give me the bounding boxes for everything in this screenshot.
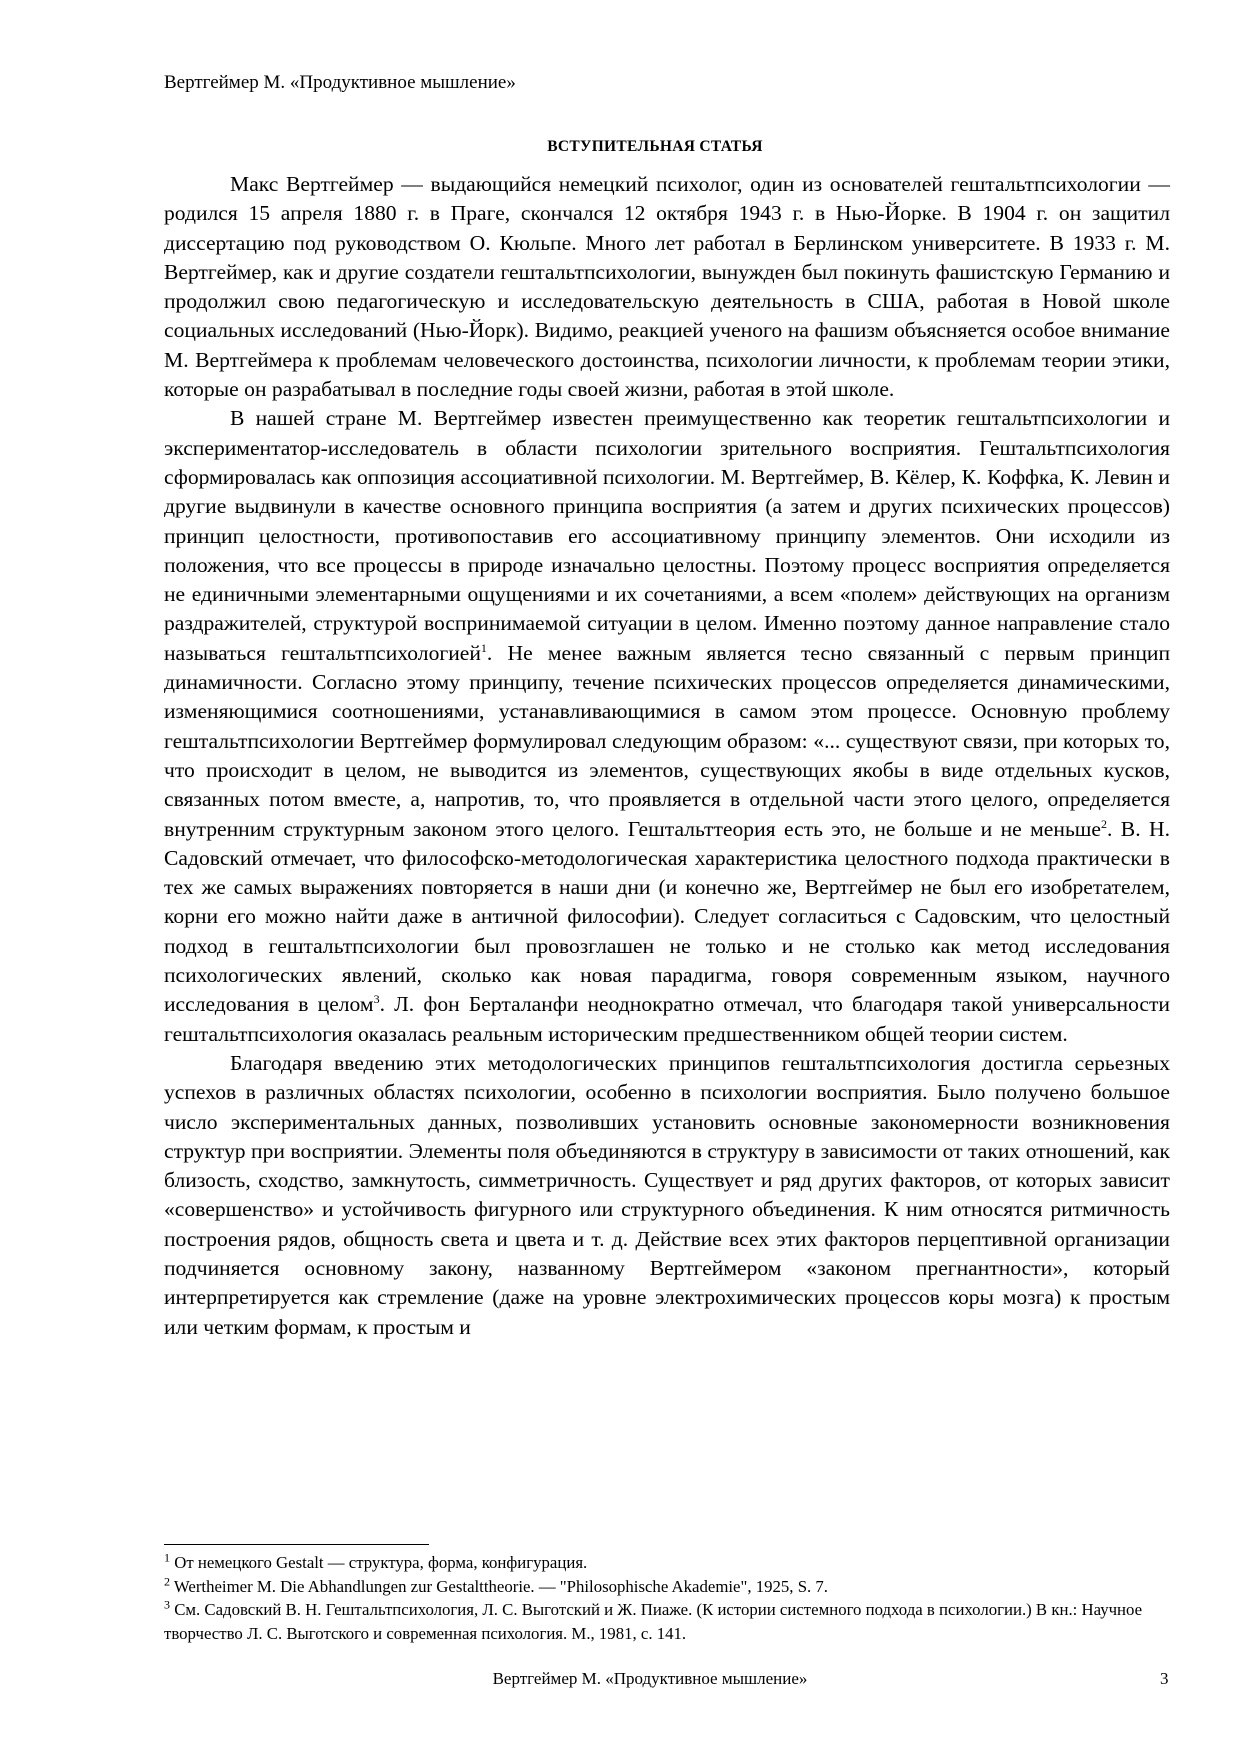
footnote-separator: [164, 1544, 429, 1545]
paragraph-3: Благодаря введению этих методологических принципов гештальтпсихология достигла серьезных успехов в различных областях психологии, особенно в психологии восприятия. Было получено большое число экспериментальных данных, позволивших установить основные закономерности возникновения структур при восприятии. Элементы поля объединяются в структуру в зависимости от таких отношений, как близость, сходство, замкнутость, симметричность. Существует и ряд других факторов, от которых зависит «совершенство» и устойчивость фигурного или структурного объединения. К ним относятся ритмичность построения рядов, общность света и цвета и т. д. Действие всех этих факторов перцептивной организации подчиняется основному закону, названному Вертгеймером «законом прегнантности», который интерпретируется как стремление (даже на уровне электрохимических процессов коры мозга) к простым или четким формам, к простым и: [164, 1050, 1170, 1339]
paragraph-2-part-d: . Л. фон Берталанфи неоднократно отмечал, что благодаря такой универсальности гештальтпсихология оказалась реальным историческим предшественником общей теории систем.: [164, 992, 1170, 1046]
paragraph-2-part-b: . Не менее важным является тесно связанный с первым принцип динамичности. Согласно этому принципу, течение психических процессов определяется динамическими, изменяющимися соотношениями, устанавливающимися в самом этом процессе. Основную проблему гештальтпсихологии Вертгеймер формулировал следующим образом: «... существуют связи, при которых то, что происходит в целом, не выводится из элементов, существующих якобы в виде отдельных кусков, связанных потом вместе, а, напротив, то, что проявляется в отдельной части этого целого, определяется внутренним структурным законом этого целого. Гештальттеория есть это, не больше и не меньше: [164, 640, 1170, 841]
article-body: [164, 170, 1170, 1342]
footnote-ref-1[interactable]: 1: [480, 640, 487, 655]
page-number: 3: [1160, 1669, 1169, 1688]
running-header: Вертгеймер М. «Продуктивное мышление»: [164, 72, 516, 93]
footnote-text: Wertheimer M. Die Abhandlungen zur Gestalttheorie. — "Philosophische Akademie", 1925, S. 7.: [170, 1576, 828, 1596]
footnote-text: От немецкого Gestalt — структура, форма, конфигурация.: [170, 1553, 588, 1572]
paragraph-2-part-a: В нашей стране М. Вертгеймер известен преимущественно как теоретик гештальтпсихологии и экспериментатор-исследователь в области психологии зрительного восприятия. Гештальтпсихология сформировалась как оппозиция ассоциативной психологии. М. Вертгеймер, В. Кёлер, К. Коффка, К. Левин и другие выдвинули в качестве основного принципа восприятия (а затем и других психических процессов) принцип целостности, противопоставив его ассоциативному принципу элементов. Они исходили из положения, что все процессы в природе изначально целостны. Поэтому процесс восприятия определяется не единичными элементарными ощущениями и их сочетаниями, а всем «полем» действующих на организм раздражителей, структурой воспринимаемой ситуации в целом. Именно поэтому данное направление стало называться гештальтпсихологией: [164, 406, 1170, 665]
running-footer: Вертгеймер М. «Продуктивное мышление»: [492, 1669, 808, 1688]
footnote-ref-2[interactable]: 2: [1101, 816, 1107, 831]
footnote-text: См. Садовский В. Н. Гештальтпсихология, Л. С. Выготский и Ж. Пиаже. (К истории системного подхода в психологии.) В кн.: Научное творчество Л. С. Выготского и современная психология. М., 1981, с. 141.: [164, 1600, 1143, 1643]
footnote-mark: 2: [164, 1574, 170, 1588]
paragraph-2-part-c: . В. Н. Садовский отмечает, что философско-методологическая характеристика целостного подхода практически в тех же самых выражениях повторяется в наши дни (и конечно же, Вертгеймер не был его изобретателем, корни его можно найти даже в античной философии). Следует согласиться с Садовским, что целостный подход в гештальтпсихологии был провозглашен не только и не столько как метод исследования психологических явлений, сколько как новая парадигма, говоря современным языком, научного исследования в целом: [164, 816, 1170, 1017]
paragraph-2: [164, 404, 1170, 1049]
footnote-ref-3[interactable]: 3: [373, 992, 380, 1007]
footnote-mark: 1: [164, 1550, 170, 1565]
article-title: ВСТУПИТЕЛЬНАЯ СТАТЬЯ: [547, 138, 763, 155]
footnote-1: [164, 1551, 1170, 1575]
footnote-mark: 3: [164, 1597, 170, 1612]
paragraph-1: Макс Вертгеймер — выдающийся немецкий психолог, один из основателей гештальтпсихологии — родился 15 апреля 1880 г. в Праге, скончался 12 октября 1943 г. в Нью-Йорке. В 1904 г. он защитил диссертацию под руководством О. Кюльпе. Много лет работал в Берлинском университете. В 1933 г. М. Вертгеймер, как и другие создатели гештальтпсихологии, вынужден был покинуть фашистскую Германию и продолжил свою педагогическую и исследовательскую деятельность в США, работая в Новой школе социальных исследований (Нью-Йорк). Видимо, реакцией ученого на фашизм объясняется особое внимание М. Вертгеймера к проблемам человеческого достоинства, психологии личности, к проблемам теории этики, которые он разрабатывал в последние годы своей жизни, работая в этой школе.: [164, 172, 1170, 402]
footnote-2: [164, 1575, 1170, 1599]
footnote-3: [164, 1598, 1170, 1645]
footnotes: [164, 1551, 1170, 1645]
